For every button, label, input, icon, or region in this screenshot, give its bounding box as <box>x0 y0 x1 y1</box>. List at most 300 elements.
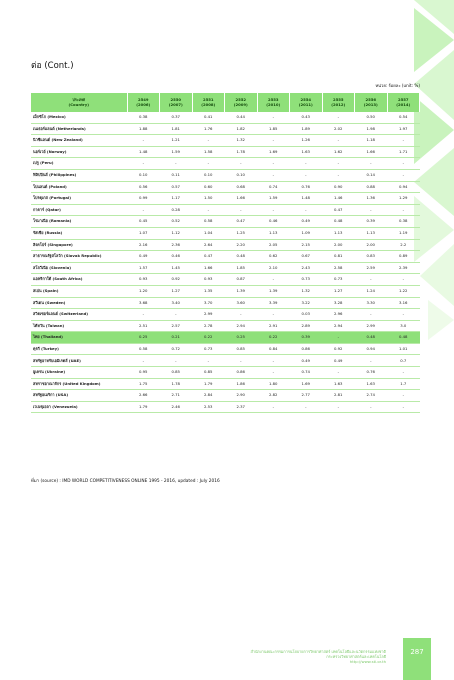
cell-country: ไต้หวัน (Taiwan) <box>31 320 127 332</box>
cell-value: 0.25 <box>127 332 160 344</box>
cell-value: - <box>127 204 160 216</box>
cell-country: แอฟริกาใต้ (South Africa) <box>31 274 127 286</box>
cell-value: 3.40 <box>160 297 193 309</box>
cell-value: - <box>225 309 258 321</box>
cell-value: 0.74 <box>257 181 290 193</box>
cell-value: 1.32 <box>290 285 323 297</box>
table-row <box>31 193 420 205</box>
cell-value: 2.15 <box>290 239 323 251</box>
unit-label: หน่วย: ร้อยละ (unit: %) <box>375 83 420 88</box>
cell-value: 1.18 <box>355 135 388 147</box>
table-row <box>31 320 420 332</box>
cell-value: 0.85 <box>225 343 258 355</box>
cell-value: 1.79 <box>127 401 160 413</box>
cell-country: กาตาร์ (Qatar) <box>31 204 127 216</box>
cell-value: 0.22 <box>257 332 290 344</box>
cell-value: - <box>127 355 160 367</box>
cell-value: - <box>225 204 258 216</box>
cell-value: 1.69 <box>290 378 323 390</box>
cell-value: - <box>355 274 388 286</box>
cell-value: 0.10 <box>225 169 258 181</box>
cell-country: โปแลนด์ (Poland) <box>31 181 127 193</box>
cell-value: - <box>387 204 420 216</box>
cell-value: 1.58 <box>192 146 225 158</box>
cell-country: ไทย (Thailand) <box>31 332 127 344</box>
cell-value: 1.63 <box>322 378 355 390</box>
cell-value: 2.58 <box>322 262 355 274</box>
cell-value: - <box>160 309 193 321</box>
table-row <box>31 390 420 402</box>
cell-value: - <box>160 158 193 170</box>
cell-value: 0.47 <box>192 251 225 263</box>
cell-value: - <box>322 112 355 123</box>
header-row <box>31 93 420 112</box>
table-row <box>31 204 420 216</box>
header-year-th: 2555 <box>332 97 344 103</box>
footer-line-agency: สำนักงานคณะกรรมการนโยบายการวิทยาศาสตร์ เทคโนโลยีและนวัตกรรมแห่งชาติ <box>250 649 386 654</box>
cell-value: 0.49 <box>127 251 160 263</box>
cell-value: - <box>355 355 388 367</box>
header-year-th: 2552 <box>235 97 247 103</box>
header-year-th: 2556 <box>365 97 377 103</box>
cell-value: 0.39 <box>355 216 388 228</box>
source-note: ที่มา (source) : IMD WORLD COMPETITIVENESS ONLINE 1995 - 2016, updated : July 2016 <box>31 479 220 484</box>
cell-value: 1.13 <box>355 227 388 239</box>
header-year <box>225 93 258 112</box>
cell-value: 3.39 <box>257 297 290 309</box>
cell-country: สโลวีเนีย (Slovenia) <box>31 262 127 274</box>
table-row <box>31 181 420 193</box>
cell-value: 2.16 <box>127 239 160 251</box>
cell-value: 1.66 <box>355 146 388 158</box>
cell-value: - <box>290 401 323 413</box>
footer-agency <box>186 649 386 665</box>
cell-value: 1.63 <box>290 146 323 158</box>
cell-value: 3.22 <box>290 297 323 309</box>
cell-value: - <box>322 332 355 344</box>
cell-value: 0.95 <box>127 367 160 379</box>
cell-country: สาธารณรัฐสโลวัก (Slovak Republic) <box>31 251 127 263</box>
cell-country: ฟิลิปปินส์ (Philippines) <box>31 169 127 181</box>
cell-country: โปรตุเกส (Portugal) <box>31 193 127 205</box>
cell-value: 0.56 <box>127 181 160 193</box>
cell-country: สเปน (Spain) <box>31 285 127 297</box>
table-row <box>31 169 420 181</box>
cell-value: 0.49 <box>290 355 323 367</box>
cell-value: 1.76 <box>192 123 225 135</box>
cell-value: 1.48 <box>290 193 323 205</box>
cell-value: - <box>387 367 420 379</box>
cell-value: 3.0 <box>387 320 420 332</box>
cell-value: 1.82 <box>225 123 258 135</box>
cell-value: 2.66 <box>127 390 160 402</box>
table-row <box>31 227 420 239</box>
cell-value: 2.96 <box>322 309 355 321</box>
cell-value: 1.32 <box>225 135 258 147</box>
cell-country: โรมาเนีย (Romania) <box>31 216 127 228</box>
cell-value: 0.94 <box>387 181 420 193</box>
cell-value: 0.10 <box>127 169 160 181</box>
cell-value: 0.48 <box>322 216 355 228</box>
cell-value: - <box>387 309 420 321</box>
cell-value: - <box>257 204 290 216</box>
cell-value: 2.43 <box>290 262 323 274</box>
cell-value: - <box>355 158 388 170</box>
cell-value: 0.44 <box>225 112 258 123</box>
cell-value: 0.92 <box>160 274 193 286</box>
cell-value: 1.09 <box>290 227 323 239</box>
cell-value: 0.83 <box>355 251 388 263</box>
cell-value: 0.49 <box>322 355 355 367</box>
cell-value: 0.38 <box>387 216 420 228</box>
cell-value: 1.66 <box>192 262 225 274</box>
cell-value: 1.80 <box>257 378 290 390</box>
header-year-th: 2553 <box>267 97 279 103</box>
cell-value: 0.81 <box>322 251 355 263</box>
header-country <box>31 93 127 112</box>
cell-country: เปรู (Peru) <box>31 158 127 170</box>
header-year-en: (2010) <box>266 101 281 107</box>
cell-value: - <box>257 169 290 181</box>
cell-country: สหราชอาณาจักร (United Kingdom) <box>31 378 127 390</box>
cell-value: 1.89 <box>290 123 323 135</box>
cell-value: - <box>127 135 160 147</box>
cell-value: 0.37 <box>160 112 193 123</box>
cell-value: 0.68 <box>225 181 258 193</box>
cell-value: 0.74 <box>290 367 323 379</box>
cell-value: 3.68 <box>127 297 160 309</box>
table-row <box>31 123 420 135</box>
cell-value: 0.39 <box>290 332 323 344</box>
cell-value: 0.89 <box>387 251 420 263</box>
cell-value: - <box>127 158 160 170</box>
cell-value: 1.24 <box>355 285 388 297</box>
cell-value: 0.73 <box>290 274 323 286</box>
cell-value: 1.59 <box>160 146 193 158</box>
cell-country: เม็กซิโก (Mexico) <box>31 112 127 123</box>
header-year-en: (2011) <box>298 101 313 107</box>
cell-value: 2.99 <box>192 309 225 321</box>
cell-value: - <box>257 112 290 123</box>
header-year <box>127 93 160 112</box>
cell-value: 1.86 <box>225 378 258 390</box>
cell-value: 2.84 <box>192 390 225 402</box>
cell-value: 1.46 <box>322 193 355 205</box>
cell-value: 0.46 <box>257 216 290 228</box>
cell-value: - <box>127 309 160 321</box>
header-year-en: (2009) <box>233 101 248 107</box>
cell-value: 2.90 <box>225 390 258 402</box>
cell-value: 1.71 <box>387 146 420 158</box>
cell-value: 1.27 <box>322 285 355 297</box>
cell-value: 0.67 <box>290 251 323 263</box>
cell-value: 1.63 <box>355 378 388 390</box>
cell-value: 0.41 <box>192 112 225 123</box>
table-row <box>31 297 420 309</box>
cell-value: 2.36 <box>160 239 193 251</box>
cell-value: - <box>290 169 323 181</box>
cell-value: 2.02 <box>322 123 355 135</box>
cell-value: - <box>322 367 355 379</box>
cell-value: - <box>225 158 258 170</box>
cell-value: 2.64 <box>192 239 225 251</box>
cell-value: 2.51 <box>127 320 160 332</box>
cell-value: 3.30 <box>355 297 388 309</box>
cell-value: 1.12 <box>160 227 193 239</box>
cell-value: 1.78 <box>225 146 258 158</box>
cell-value: - <box>192 204 225 216</box>
header-year-en: (2013) <box>363 101 378 107</box>
cell-value: - <box>257 135 290 147</box>
cell-value: 0.85 <box>160 367 193 379</box>
cell-value: 0.46 <box>160 251 193 263</box>
cell-value: - <box>257 401 290 413</box>
cell-value: 2.20 <box>225 239 258 251</box>
cell-value: 1.35 <box>192 285 225 297</box>
cell-value: 0.86 <box>225 367 258 379</box>
table-row <box>31 251 420 263</box>
cell-country: นิวซีแลนด์ (New Zealand) <box>31 135 127 147</box>
cell-value: 2.59 <box>355 262 388 274</box>
cell-value: - <box>160 355 193 367</box>
header-year-th: 2551 <box>202 97 214 103</box>
cell-value: 0.14 <box>355 169 388 181</box>
cell-value: 1.39 <box>225 285 258 297</box>
cell-value: 2.99 <box>355 320 388 332</box>
cell-value: 0.90 <box>322 181 355 193</box>
cell-value: 2.10 <box>257 262 290 274</box>
cell-value: 0.43 <box>290 112 323 123</box>
header-year-th: 2557 <box>397 97 409 103</box>
cell-value: 1.22 <box>387 285 420 297</box>
header-country-en: (Country) <box>68 101 89 107</box>
cell-value: 0.84 <box>257 343 290 355</box>
cell-value: 2.77 <box>290 390 323 402</box>
cell-value: - <box>355 309 388 321</box>
cell-value: 1.01 <box>387 343 420 355</box>
cell-value: 0.57 <box>160 181 193 193</box>
cell-value: 2.37 <box>225 401 258 413</box>
table-row <box>31 401 420 413</box>
cell-value: 1.79 <box>192 378 225 390</box>
cell-country: สหรัฐอเมริกา (USA) <box>31 390 127 402</box>
cell-value: 0.21 <box>160 332 193 344</box>
header-year <box>387 93 420 112</box>
cell-value: 0.25 <box>225 332 258 344</box>
cell-value: 1.78 <box>160 378 193 390</box>
cell-value: 0.22 <box>192 332 225 344</box>
cell-value: 1.36 <box>355 193 388 205</box>
table-row <box>31 309 420 321</box>
cell-value: - <box>387 274 420 286</box>
cell-value: 0.52 <box>160 216 193 228</box>
page-number: 287 <box>410 648 424 656</box>
header-year-th: 2550 <box>170 97 182 103</box>
table-row <box>31 146 420 158</box>
cell-value: 1.13 <box>322 227 355 239</box>
header-year-th: 2554 <box>300 97 312 103</box>
cell-value: - <box>257 274 290 286</box>
cell-value: 1.98 <box>355 123 388 135</box>
cell-value: 3.16 <box>387 297 420 309</box>
cell-country: ตุรกี (Turkey) <box>31 343 127 355</box>
cell-value: 3.70 <box>192 297 225 309</box>
cell-value: - <box>387 390 420 402</box>
cell-value: 0.47 <box>225 216 258 228</box>
cell-country: เวเนซุเอลา (Venezuela) <box>31 401 127 413</box>
cell-value: 1.88 <box>127 123 160 135</box>
page-number-box <box>403 638 431 680</box>
data-table <box>31 93 420 413</box>
cell-value: 0.48 <box>355 332 388 344</box>
footer-line-ministry: กระทรวงวิทยาศาสตร์และเทคโนโลยี <box>326 654 386 660</box>
cell-country: สวิตเซอร์แลนด์ (Switzerland) <box>31 309 127 321</box>
cell-value: 0.76 <box>290 181 323 193</box>
cell-value: 2.89 <box>290 320 323 332</box>
header-year <box>257 93 290 112</box>
cell-value: - <box>355 204 388 216</box>
header-country-th: ประเทศ <box>72 97 86 103</box>
cell-value: 1.62 <box>322 146 355 158</box>
cell-value: 0.60 <box>192 181 225 193</box>
cell-value: 2.39 <box>387 262 420 274</box>
cell-value: 2.94 <box>225 320 258 332</box>
cell-value: 1.81 <box>160 123 193 135</box>
cell-value: 2.53 <box>192 401 225 413</box>
cell-value: 0.58 <box>192 216 225 228</box>
cell-value: - <box>355 401 388 413</box>
cell-value: 1.20 <box>127 285 160 297</box>
cell-value: 1.07 <box>127 227 160 239</box>
header-year-en: (2007) <box>168 101 183 107</box>
table-row <box>31 239 420 251</box>
cell-value: 0.03 <box>290 309 323 321</box>
table-row <box>31 135 420 147</box>
cell-country: รัสเซีย (Russia) <box>31 227 127 239</box>
cell-country: นอร์เวย์ (Norway) <box>31 146 127 158</box>
table-row <box>31 158 420 170</box>
cell-country: สิงคโปร์ (Singapore) <box>31 239 127 251</box>
table-row <box>31 332 420 344</box>
header-year <box>322 93 355 112</box>
header-year-en: (2014) <box>396 101 411 107</box>
cell-value: 0.94 <box>355 343 388 355</box>
cell-value: 1.29 <box>387 193 420 205</box>
table-row <box>31 285 420 297</box>
table-row <box>31 216 420 228</box>
cell-value: 1.69 <box>257 146 290 158</box>
cell-value: 1.27 <box>160 285 193 297</box>
cell-value: 0.88 <box>355 181 388 193</box>
cell-value: 0.28 <box>160 204 193 216</box>
cell-value: 2.78 <box>192 320 225 332</box>
table-row <box>31 378 420 390</box>
cell-value: - <box>257 309 290 321</box>
cell-value: 1.17 <box>160 193 193 205</box>
cell-country: เนเธอร์แลนด์ (Netherlands) <box>31 123 127 135</box>
cell-country: สวีเดน (Sweden) <box>31 297 127 309</box>
cell-value: 0.85 <box>192 367 225 379</box>
cell-value: 0.72 <box>160 343 193 355</box>
cell-value: 1.85 <box>257 123 290 135</box>
cell-value: 2.74 <box>355 390 388 402</box>
table-row <box>31 343 420 355</box>
cell-value: - <box>192 158 225 170</box>
cell-value: 2.57 <box>160 320 193 332</box>
cell-value: 0.87 <box>225 274 258 286</box>
cell-value: 0.45 <box>127 216 160 228</box>
cell-value: 1.04 <box>192 227 225 239</box>
header-year-en: (2006) <box>136 101 151 107</box>
cell-value: 1.39 <box>257 285 290 297</box>
cell-value: - <box>225 355 258 367</box>
cell-value: - <box>387 169 420 181</box>
cell-value: - <box>322 135 355 147</box>
cell-value: - <box>322 169 355 181</box>
cell-value: - <box>257 158 290 170</box>
cell-value: 1.59 <box>257 193 290 205</box>
cell-value: 1.25 <box>225 227 258 239</box>
cell-value: 2.46 <box>160 401 193 413</box>
cell-value: 1.57 <box>127 262 160 274</box>
cell-value: 0.76 <box>355 367 388 379</box>
cell-value: 0.47 <box>322 204 355 216</box>
cell-value: - <box>192 135 225 147</box>
cell-value: 1.48 <box>127 146 160 158</box>
cell-value: - <box>257 355 290 367</box>
cell-value: 2.91 <box>257 320 290 332</box>
cell-value: 0.11 <box>160 169 193 181</box>
cell-value: 0.58 <box>127 343 160 355</box>
table-row <box>31 112 420 123</box>
cell-value: - <box>290 204 323 216</box>
table-row <box>31 274 420 286</box>
cell-value: 2.82 <box>257 390 290 402</box>
cell-value: 1.97 <box>387 123 420 135</box>
cell-value: 2.2 <box>387 239 420 251</box>
cell-value: 1.19 <box>387 227 420 239</box>
cell-value: 0.49 <box>290 216 323 228</box>
header-year-en: (2012) <box>331 101 346 107</box>
cell-value: 0.86 <box>290 343 323 355</box>
page-heading: ต่อ (Cont.) <box>31 61 74 71</box>
cell-value: 0.92 <box>322 343 355 355</box>
header-year-th: 2549 <box>137 97 149 103</box>
cell-value: 0.93 <box>127 274 160 286</box>
header-year <box>160 93 193 112</box>
cell-value: 2.00 <box>355 239 388 251</box>
cell-value: - <box>257 367 290 379</box>
cell-value: 0.93 <box>192 274 225 286</box>
cell-value: 2.00 <box>322 239 355 251</box>
cell-value: 3.28 <box>322 297 355 309</box>
cell-value: - <box>322 401 355 413</box>
cell-value: 0.10 <box>192 169 225 181</box>
table-row <box>31 367 420 379</box>
cell-value: 1.26 <box>290 135 323 147</box>
cell-value: 0.54 <box>387 112 420 123</box>
table-row <box>31 262 420 274</box>
footer-url[interactable]: http://www.sti.or.th <box>349 659 386 665</box>
cell-value: 1.7 <box>387 378 420 390</box>
cell-value: 1.21 <box>160 135 193 147</box>
cell-value: 0.48 <box>387 332 420 344</box>
cell-value: - <box>387 158 420 170</box>
cell-value: - <box>290 158 323 170</box>
cell-value: 0.73 <box>192 343 225 355</box>
cell-value: 1.66 <box>225 193 258 205</box>
header-year-en: (2008) <box>201 101 216 107</box>
